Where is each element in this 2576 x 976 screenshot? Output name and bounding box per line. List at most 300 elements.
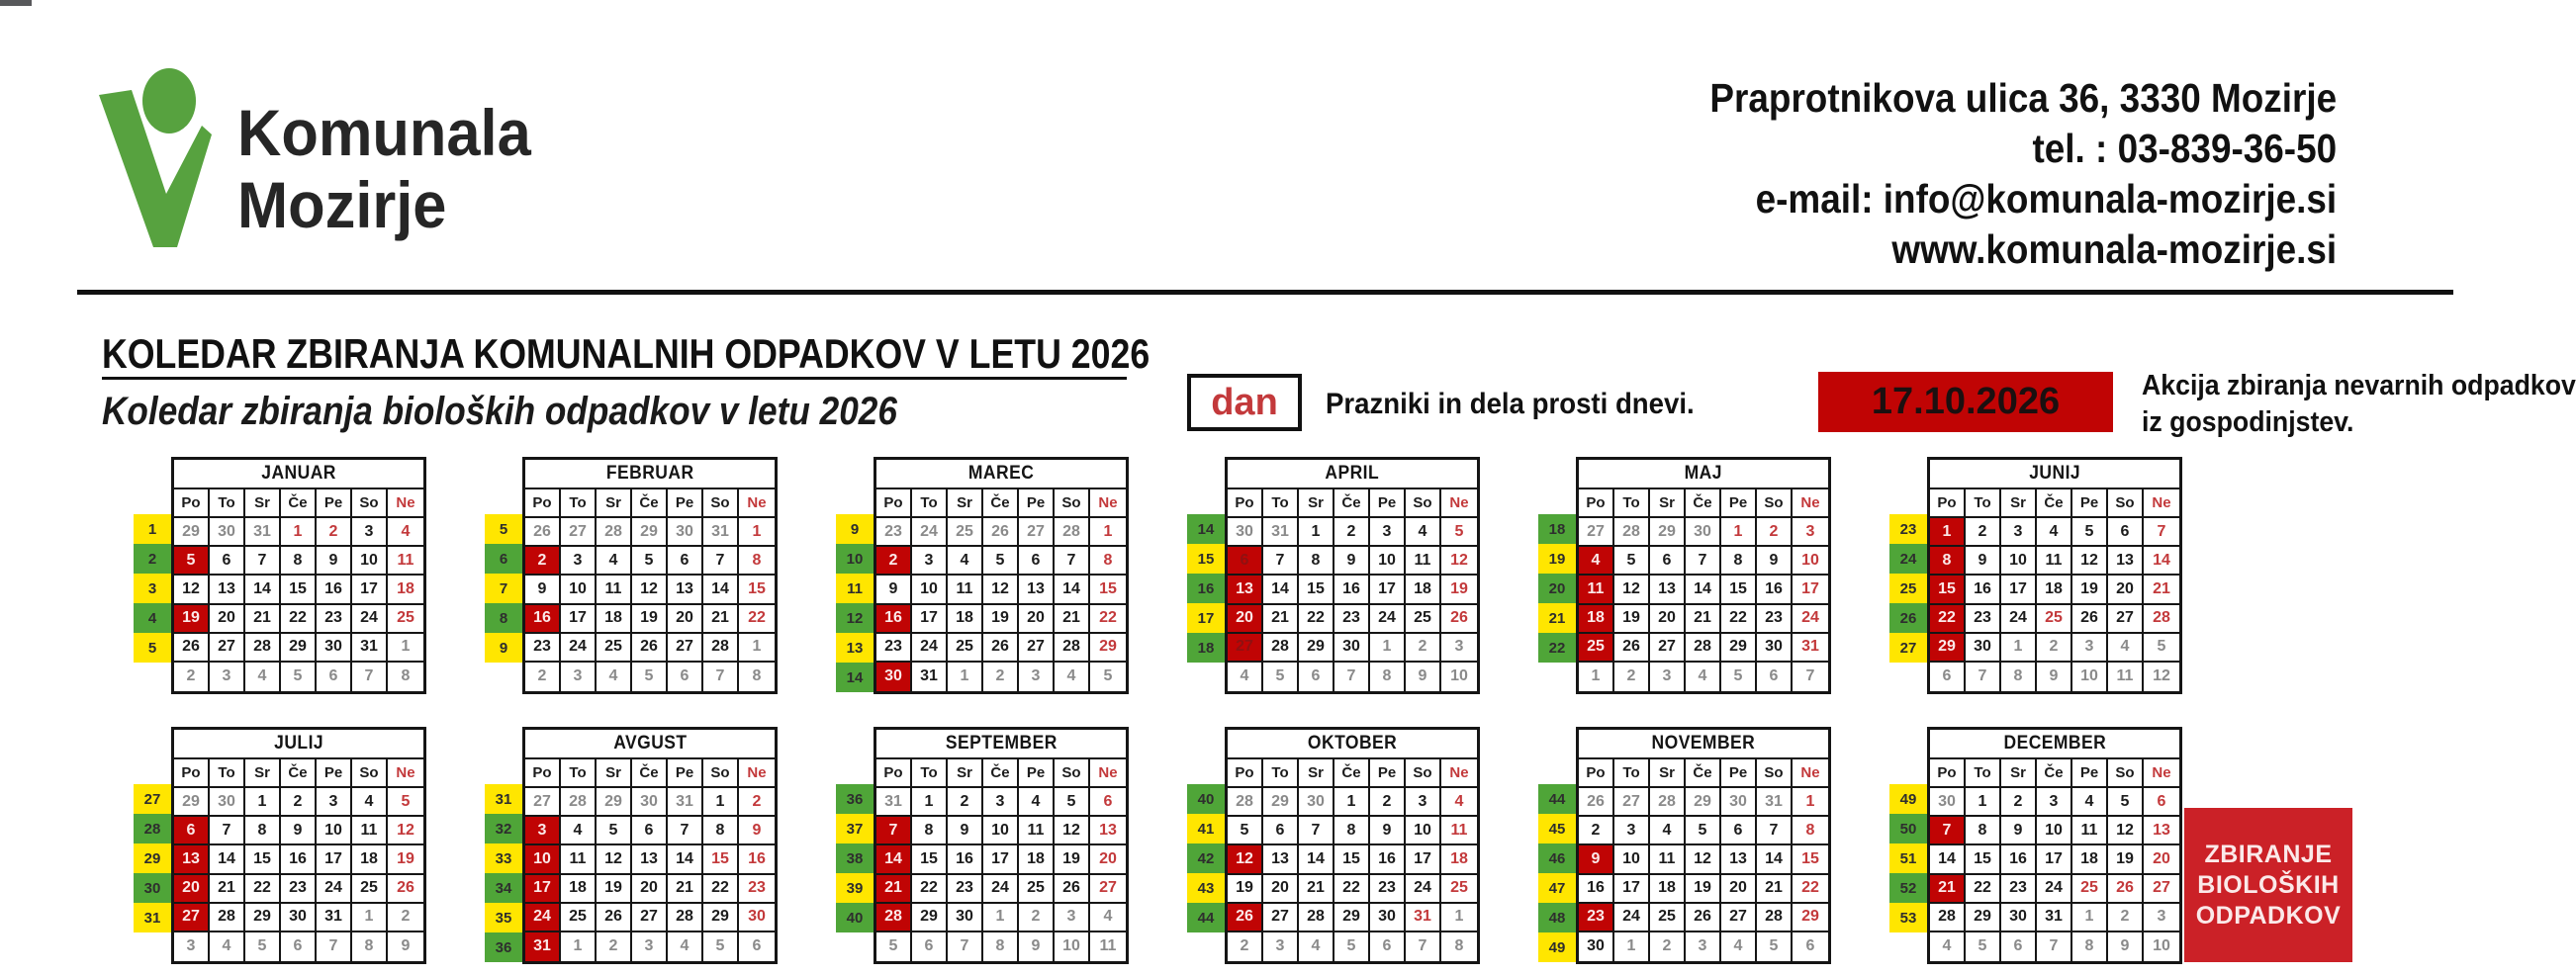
day-cell: 16 <box>281 845 317 874</box>
day-cell: 23 <box>2001 875 2037 904</box>
month-table <box>171 457 426 694</box>
week-row <box>1579 904 1828 932</box>
day-cell: 5 <box>1055 788 1090 817</box>
hazard-legend-swatch: 17.10.2026 <box>1818 372 2113 432</box>
weekday-header-row <box>1228 759 1477 788</box>
day-cell: 2 <box>2108 904 2144 932</box>
day-cell: 26 <box>983 634 1019 663</box>
day-cell: 4 <box>1406 518 1441 547</box>
week-number-cell: 53 <box>1889 903 1927 932</box>
weekday-header: Pe <box>668 759 703 788</box>
day-cell: 4 <box>597 547 632 576</box>
week-row <box>525 634 775 663</box>
day-cell: 28 <box>1228 788 1263 817</box>
day-cell: 2 <box>1019 904 1055 932</box>
week-number-cell: 33 <box>485 843 522 873</box>
weekday-header: To <box>912 759 948 788</box>
day-cell: 17 <box>1370 576 1406 604</box>
day-cell: 2 <box>1757 518 1793 547</box>
day-cell: 10 <box>1450 667 1468 685</box>
day-cell: 31 <box>2037 904 2072 932</box>
day-cell: 16 <box>1334 576 1370 604</box>
week-row <box>174 817 423 845</box>
day-cell: 13 <box>2144 817 2179 845</box>
day-cell: 1 <box>1334 788 1370 817</box>
weekday-header: Ne <box>1441 489 1477 518</box>
month-title <box>174 730 423 759</box>
day-cell: 7 <box>1406 932 1441 961</box>
day-cell: 3 <box>983 788 1019 817</box>
day-cell: 28 <box>2144 605 2179 634</box>
day-cell: 11 <box>2108 663 2144 691</box>
day-cell: 20 <box>1019 605 1055 634</box>
weekday-header-row <box>1579 489 1828 518</box>
day-cell: 28 <box>1299 904 1334 932</box>
day-cell: 23 <box>317 605 352 634</box>
day-cell: 11 <box>597 576 632 604</box>
day-cell: 21 <box>1686 605 1721 634</box>
day-cell: 27 <box>1650 634 1686 663</box>
day-cell: 18 <box>561 875 597 904</box>
day-cell: 15 <box>1966 845 2001 874</box>
day-cell: 1 <box>2001 634 2037 663</box>
weekday-header-row <box>174 489 423 518</box>
day-cell: 16 <box>739 845 775 874</box>
weekday-header: So <box>1055 489 1090 518</box>
day-cell: 28 <box>1055 634 1090 663</box>
day-cell: 24 <box>1370 605 1406 634</box>
week-number-cell: 40 <box>1187 784 1225 814</box>
day-cell: 14 <box>703 576 739 604</box>
day-cell: 8 <box>703 817 739 845</box>
day-cell: 26 <box>983 518 1019 547</box>
day-cell: 28 <box>210 904 245 932</box>
day-cell: 20 <box>2108 576 2144 604</box>
day-cell: 6 <box>1090 788 1126 817</box>
weekday-header: Po <box>1930 489 1966 518</box>
month-calendar <box>836 457 1129 694</box>
day-cell: 11 <box>2037 547 2072 576</box>
day-cell: 5 <box>876 932 912 961</box>
day-cell: 27 <box>210 634 245 663</box>
day-cell: 19 <box>2108 845 2144 874</box>
day-cell: 26 <box>597 904 632 932</box>
day-cell: 2 <box>1334 518 1370 547</box>
day-cell: 8 <box>352 932 388 961</box>
day-cell: 8 <box>245 817 281 845</box>
week-row <box>174 634 423 663</box>
month-title <box>876 460 1126 489</box>
week-number-column <box>1187 457 1225 694</box>
day-cell: 5 <box>2144 634 2179 663</box>
week-number-cell: 46 <box>1538 843 1576 873</box>
weekday-header: So <box>2108 489 2144 518</box>
weekday-header: So <box>352 489 388 518</box>
day-cell: 7 <box>1966 663 2001 691</box>
weekday-header: Sr <box>1299 759 1334 788</box>
day-cell: 10 <box>2037 817 2072 845</box>
month-calendar <box>1889 727 2182 964</box>
week-number-cell: 12 <box>836 603 874 633</box>
weekday-header: So <box>703 489 739 518</box>
month-calendar <box>1538 727 1831 964</box>
day-cell: 21 <box>703 605 739 634</box>
week-row <box>174 518 423 547</box>
day-cell: 16 <box>876 605 912 634</box>
day-cell: 3 <box>174 932 210 961</box>
day-cell: 17 <box>912 605 948 634</box>
day-cell: 1 <box>388 634 423 663</box>
day-cell: 6 <box>668 547 703 576</box>
day-cell: 4 <box>388 518 423 547</box>
week-number-column <box>134 457 171 694</box>
day-cell: 25 <box>948 634 983 663</box>
weekday-header: Po <box>174 759 210 788</box>
week-row <box>174 875 423 904</box>
month-calendar <box>1538 457 1831 694</box>
day-cell: 28 <box>1686 634 1721 663</box>
day-cell: 29 <box>1966 904 2001 932</box>
day-cell: 8 <box>2001 663 2037 691</box>
week-number-column <box>134 727 171 964</box>
day-cell: 26 <box>2108 875 2144 904</box>
day-cell: 1 <box>1966 788 2001 817</box>
day-cell: 10 <box>2153 937 2170 955</box>
week-row <box>876 576 1126 604</box>
week-row <box>1579 875 1828 904</box>
day-cell: 21 <box>210 875 245 904</box>
month-table <box>522 727 778 964</box>
month-title-text: AVGUST <box>612 733 688 754</box>
week-number-cell: 29 <box>134 843 171 873</box>
weekday-header: So <box>352 759 388 788</box>
weekday-header: To <box>1263 489 1299 518</box>
week-number-cell: 23 <box>1889 514 1927 544</box>
week-number-cell: 30 <box>134 873 171 903</box>
week-row <box>1228 875 1477 904</box>
day-cell: 3 <box>561 663 597 691</box>
day-cell: 31 <box>1263 518 1299 547</box>
day-cell: 12 <box>2108 817 2144 845</box>
weekday-header-row <box>1579 759 1828 788</box>
week-row <box>1579 634 1828 663</box>
weekday-header: To <box>1614 759 1650 788</box>
day-cell: 6 <box>1263 817 1299 845</box>
day-cell: 30 <box>317 634 352 663</box>
week-row <box>1930 932 2179 961</box>
weekday-header: Ne <box>388 759 423 788</box>
day-cell: 28 <box>876 904 912 932</box>
day-cell: 1 <box>912 788 948 817</box>
day-cell: 9 <box>2037 663 2072 691</box>
day-cell: 9 <box>401 937 411 955</box>
weekday-header: Ne <box>2144 759 2179 788</box>
day-cell: 19 <box>632 605 668 634</box>
month-calendar <box>485 727 778 964</box>
day-cell: 30 <box>1930 788 1966 817</box>
week-number-cell: 49 <box>1538 932 1576 962</box>
week-number-cell: 7 <box>485 574 522 603</box>
weekday-header: So <box>2108 759 2144 788</box>
day-cell: 16 <box>2001 845 2037 874</box>
day-cell: 2 <box>174 663 210 691</box>
day-cell: 9 <box>525 576 561 604</box>
day-cell: 29 <box>245 904 281 932</box>
month-title-text: NOVEMBER <box>1651 733 1756 754</box>
weekday-header: Po <box>1228 759 1263 788</box>
weekday-header: So <box>1406 489 1441 518</box>
day-cell: 9 <box>317 547 352 576</box>
day-cell: 21 <box>1930 875 1966 904</box>
week-row <box>525 547 775 576</box>
day-cell: 30 <box>632 788 668 817</box>
weekday-header-row <box>1930 489 2179 518</box>
day-cell: 31 <box>525 932 561 961</box>
day-cell: 5 <box>388 788 423 817</box>
week-number-column <box>1889 727 1927 964</box>
day-cell: 12 <box>597 845 632 874</box>
weekday-header: Če <box>1334 489 1370 518</box>
day-cell: 22 <box>912 875 948 904</box>
week-row <box>876 663 1126 691</box>
month-title <box>1228 460 1477 489</box>
day-cell: 23 <box>1966 605 2001 634</box>
day-cell: 16 <box>1579 875 1614 904</box>
day-cell: 3 <box>1406 788 1441 817</box>
day-cell: 26 <box>1686 904 1721 932</box>
month-calendar <box>1889 457 2182 694</box>
contact-website: www.komunala-mozirje.si <box>1891 226 2337 272</box>
bio-box-line2: BIOLOŠKIH <box>2197 870 2340 899</box>
day-cell: 1 <box>739 634 775 663</box>
weekday-header: Sr <box>1299 489 1334 518</box>
month-table <box>1576 457 1831 694</box>
day-cell: 26 <box>388 875 423 904</box>
day-cell: 26 <box>174 634 210 663</box>
day-cell: 4 <box>1930 932 1966 961</box>
week-number-cell: 52 <box>1889 873 1927 903</box>
weekday-header: Po <box>876 489 912 518</box>
day-cell: 1 <box>739 518 775 547</box>
day-cell: 6 <box>2144 788 2179 817</box>
day-cell: 11 <box>2072 817 2108 845</box>
day-cell: 23 <box>525 634 561 663</box>
weekday-header: Sr <box>1650 759 1686 788</box>
day-cell: 7 <box>948 932 983 961</box>
week-row <box>876 932 1126 961</box>
day-cell: 22 <box>703 875 739 904</box>
komunala-logo-icon <box>94 61 218 249</box>
day-cell: 2 <box>1650 932 1686 961</box>
weekday-header: Po <box>174 489 210 518</box>
day-cell: 24 <box>1406 875 1441 904</box>
weekday-header: To <box>1966 489 2001 518</box>
day-cell: 8 <box>1090 547 1126 576</box>
day-cell: 8 <box>401 667 411 685</box>
day-cell: 31 <box>1757 788 1793 817</box>
month-title-text: MAJ <box>1684 463 1723 484</box>
day-cell: 13 <box>668 576 703 604</box>
weekday-header: Po <box>1930 759 1966 788</box>
day-cell: 4 <box>948 547 983 576</box>
day-cell: 28 <box>1757 904 1793 932</box>
day-cell: 7 <box>1334 663 1370 691</box>
day-cell: 14 <box>1757 845 1793 874</box>
day-cell: 7 <box>876 817 912 845</box>
day-cell: 22 <box>1793 875 1828 904</box>
day-cell: 12 <box>1228 845 1263 874</box>
day-cell: 24 <box>352 605 388 634</box>
day-cell: 17 <box>561 605 597 634</box>
day-cell: 27 <box>2108 605 2144 634</box>
weekday-header: Če <box>1686 759 1721 788</box>
day-cell: 25 <box>2037 605 2072 634</box>
day-cell: 14 <box>1055 576 1090 604</box>
month-title-text: JULIJ <box>274 733 323 754</box>
day-cell: 25 <box>561 904 597 932</box>
day-cell: 29 <box>1299 634 1334 663</box>
day-cell: 13 <box>1721 845 1757 874</box>
day-cell: 1 <box>703 788 739 817</box>
day-cell: 18 <box>948 605 983 634</box>
day-cell: 10 <box>1055 932 1090 961</box>
week-number-cell: 22 <box>1538 633 1576 663</box>
day-cell: 27 <box>1579 518 1614 547</box>
title-underline <box>102 377 1127 380</box>
weekday-header: To <box>912 489 948 518</box>
weekday-header: Sr <box>948 489 983 518</box>
week-row <box>1930 904 2179 932</box>
week-number-cell: 27 <box>1889 633 1927 663</box>
day-cell: 6 <box>1930 663 1966 691</box>
day-cell: 25 <box>352 875 388 904</box>
day-cell: 27 <box>2144 875 2179 904</box>
week-row <box>174 605 423 634</box>
day-cell: 7 <box>1055 547 1090 576</box>
day-cell: 5 <box>1228 817 1263 845</box>
day-cell: 5 <box>597 817 632 845</box>
day-cell: 3 <box>1686 932 1721 961</box>
month-title <box>174 460 423 489</box>
weekday-header: Ne <box>1090 489 1126 518</box>
month-calendar <box>134 727 426 964</box>
day-cell: 7 <box>668 817 703 845</box>
day-cell: 24 <box>525 904 561 932</box>
day-cell: 7 <box>703 663 739 691</box>
day-cell: 26 <box>1441 605 1477 634</box>
day-cell: 13 <box>1263 845 1299 874</box>
week-number-cell: 13 <box>836 633 874 663</box>
day-cell: 4 <box>1579 547 1614 576</box>
day-cell: 11 <box>561 845 597 874</box>
day-cell: 30 <box>281 904 317 932</box>
weekday-header: Ne <box>388 489 423 518</box>
day-cell: 18 <box>2037 576 2072 604</box>
day-cell: 25 <box>1019 875 1055 904</box>
day-cell: 29 <box>1263 788 1299 817</box>
week-row <box>1228 605 1477 634</box>
weekday-header: To <box>561 759 597 788</box>
day-cell: 25 <box>1441 875 1477 904</box>
holiday-legend-swatch <box>1187 374 1302 431</box>
month-table <box>1576 727 1831 964</box>
day-cell: 2 <box>2037 634 2072 663</box>
day-cell: 8 <box>912 817 948 845</box>
weekday-header-row <box>525 489 775 518</box>
day-cell: 2 <box>1614 663 1650 691</box>
hazard-legend-line2: iz gospodinjstev. <box>2142 406 2354 438</box>
day-cell: 20 <box>1228 605 1263 634</box>
month-calendar <box>1187 727 1480 964</box>
day-cell: 18 <box>388 576 423 604</box>
day-cell: 30 <box>1686 518 1721 547</box>
week-number-cell: 38 <box>836 843 874 873</box>
day-cell: 10 <box>912 576 948 604</box>
week-row <box>876 875 1126 904</box>
weekday-header: Sr <box>597 759 632 788</box>
day-cell: 23 <box>1334 605 1370 634</box>
weekday-header: Če <box>2037 489 2072 518</box>
week-number-cell: 15 <box>1187 544 1225 574</box>
day-cell: 18 <box>352 845 388 874</box>
week-number-cell: 18 <box>1187 633 1225 663</box>
weekday-header-row <box>1228 489 1477 518</box>
day-cell: 30 <box>739 904 775 932</box>
day-cell: 11 <box>388 547 423 576</box>
logo-text-line1: Komunala <box>237 96 531 169</box>
day-cell: 4 <box>1441 788 1477 817</box>
weekday-header: Sr <box>1650 489 1686 518</box>
day-cell: 5 <box>632 547 668 576</box>
day-cell: 9 <box>948 817 983 845</box>
week-number-cell: 1 <box>134 514 171 544</box>
day-cell: 29 <box>1721 634 1757 663</box>
day-cell: 15 <box>281 576 317 604</box>
day-cell: 11 <box>1406 547 1441 576</box>
week-row <box>1228 788 1477 817</box>
day-cell: 2 <box>983 663 1019 691</box>
day-cell: 1 <box>948 663 983 691</box>
day-cell: 4 <box>1055 663 1090 691</box>
day-cell: 3 <box>912 547 948 576</box>
week-row <box>1930 788 2179 817</box>
weekday-header: Po <box>525 489 561 518</box>
week-number-cell: 9 <box>836 514 874 544</box>
day-cell: 14 <box>1299 845 1334 874</box>
day-cell: 1 <box>1614 932 1650 961</box>
week-row <box>876 547 1126 576</box>
month-title <box>1930 730 2179 759</box>
week-number-cell: 8 <box>485 603 522 633</box>
day-cell: 10 <box>1793 547 1828 576</box>
week-row <box>1228 932 1477 961</box>
weekday-header: Po <box>1579 759 1614 788</box>
week-row <box>1930 845 2179 874</box>
month-title-text: SEPTEMBER <box>945 733 1058 754</box>
day-cell: 26 <box>1228 904 1263 932</box>
bio-box-line3: ODPADKOV <box>2195 901 2342 930</box>
week-number-cell: 25 <box>1889 574 1927 603</box>
day-cell: 31 <box>668 788 703 817</box>
week-number-cell <box>1889 932 1927 962</box>
day-cell: 5 <box>2072 518 2108 547</box>
day-cell: 7 <box>1686 547 1721 576</box>
day-cell: 9 <box>1334 547 1370 576</box>
day-cell: 1 <box>1793 788 1828 817</box>
day-cell: 20 <box>2144 845 2179 874</box>
week-row <box>1579 576 1828 604</box>
logo-text-line2: Mozirje <box>237 168 447 241</box>
